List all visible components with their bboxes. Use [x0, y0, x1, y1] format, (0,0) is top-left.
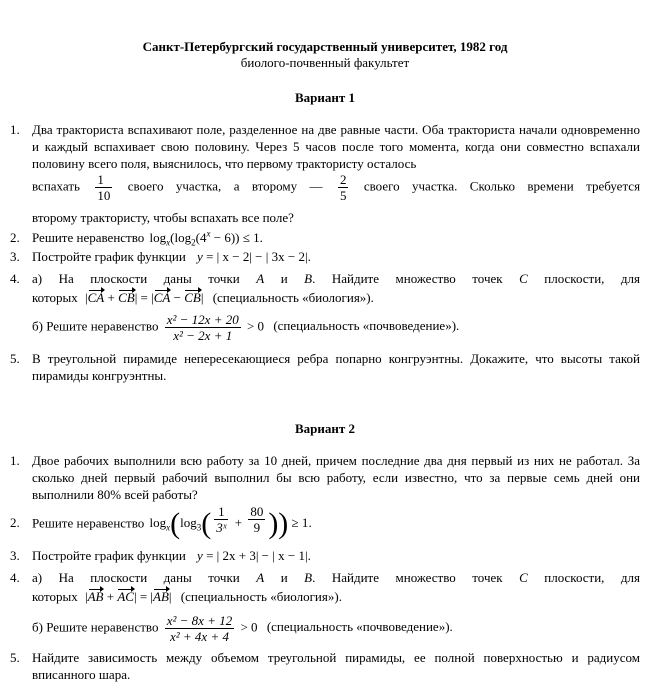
- problem-text: Решите неравенство $\log_x(\log_3$( $\frac{1}{\text{3ˣ}}$ + $\frac{80}{9}$ )) ≥ 1.: [32, 504, 312, 541]
- problem-text-b: б) Решите неравенство $\frac{\text{x² − 12x + 20}}{\text{x² − 2x + 1}}$ > 0 (специальность «почвоведение»).: [32, 312, 460, 343]
- problem-text: Двое рабочих выполнили всю работу за 10 дней, причем последние два дня первый из них не работал. За сколько дней первый рабочий выполнил бы всю работу, если известно, что за первые семь дней они выполнили 80% всей работы?: [32, 453, 640, 502]
- page-subtitle: биолого-почвенный факультет: [240, 55, 410, 70]
- problem-text-a-line2: которых |AB + AC| = |AB| (специальность «биология»).: [32, 589, 342, 604]
- fraction-one-tenth: $\frac{1}{10}$: [97, 172, 111, 203]
- problem-text: Постройте график функции y = | 2x + 3| − | x − 1|.: [32, 548, 311, 563]
- problem-text: Два тракториста вспахивают поле, разделенное на две равные части. Оба тракториста начали одновременно и каждый вспахивает свою половину. Через 5 часов после того момента, когда они совместно вспахали половину всего поля, выяснилось, что первому трактористу осталось: [32, 122, 640, 171]
- problem-number: 1.: [10, 122, 20, 137]
- problem-text: Найдите зависимость между объемом треугольной пирамиды, ее полной поверхностью и радиусом вписанного шара.: [32, 650, 640, 682]
- problem-text-a: а) На плоскости даны точки A и B. Найдите множество точек C плоскости, для: [32, 271, 641, 286]
- page-title: Санкт-Петербургский государственный университет, 1982 год: [142, 39, 508, 54]
- problem-text-a: а) На плоскости даны точки A и B. Найдите множество точек C плоскости, для: [32, 570, 641, 585]
- problem-text: В треугольной пирамиде непересекающиеся ребра попарно конгруэнтны. Докажите, что высоты такой пирамиды конгруэнтны.: [32, 351, 640, 383]
- text: своего участка, а второму —: [127, 178, 323, 194]
- problem-text-a-line2: которых |CA + CB| = |CA − CB| (специальность «биология»).: [32, 290, 374, 305]
- variant1-heading: Вариант 1: [294, 90, 356, 105]
- problem-text-last: второму трактористу, чтобы вспахать все поле?: [32, 210, 294, 225]
- fraction-two-fifths: $\frac{2}{5}$: [339, 172, 347, 203]
- fraction-inequality: $\frac{\text{x² − 12x + 20}}{\text{x² − 2x + 1}}$: [166, 312, 239, 343]
- problem-text: Решите неравенство $\log_x(\log_2(4^x - 6)) \le 1$.: [32, 228, 263, 248]
- variant2-heading: Вариант 2: [294, 421, 356, 436]
- problem-text: Постройте график функции y = | x − 2| − | 3x − 2|.: [32, 249, 311, 264]
- text: вспахать: [32, 178, 80, 194]
- fraction-inequality: $\frac{\text{x² − 8x + 12}}{\text{x² + 4x + 4}}$: [166, 613, 233, 644]
- problem-text-fraction-line: [32, 172, 640, 203]
- text: своего участка. Сколько времени требуется: [363, 178, 641, 194]
- problem-text-b: б) Решите неравенство $\frac{\text{x² − 8x + 12}}{\text{x² + 4x + 4}}$ > 0 (специальность «почвоведение»).: [32, 613, 453, 644]
